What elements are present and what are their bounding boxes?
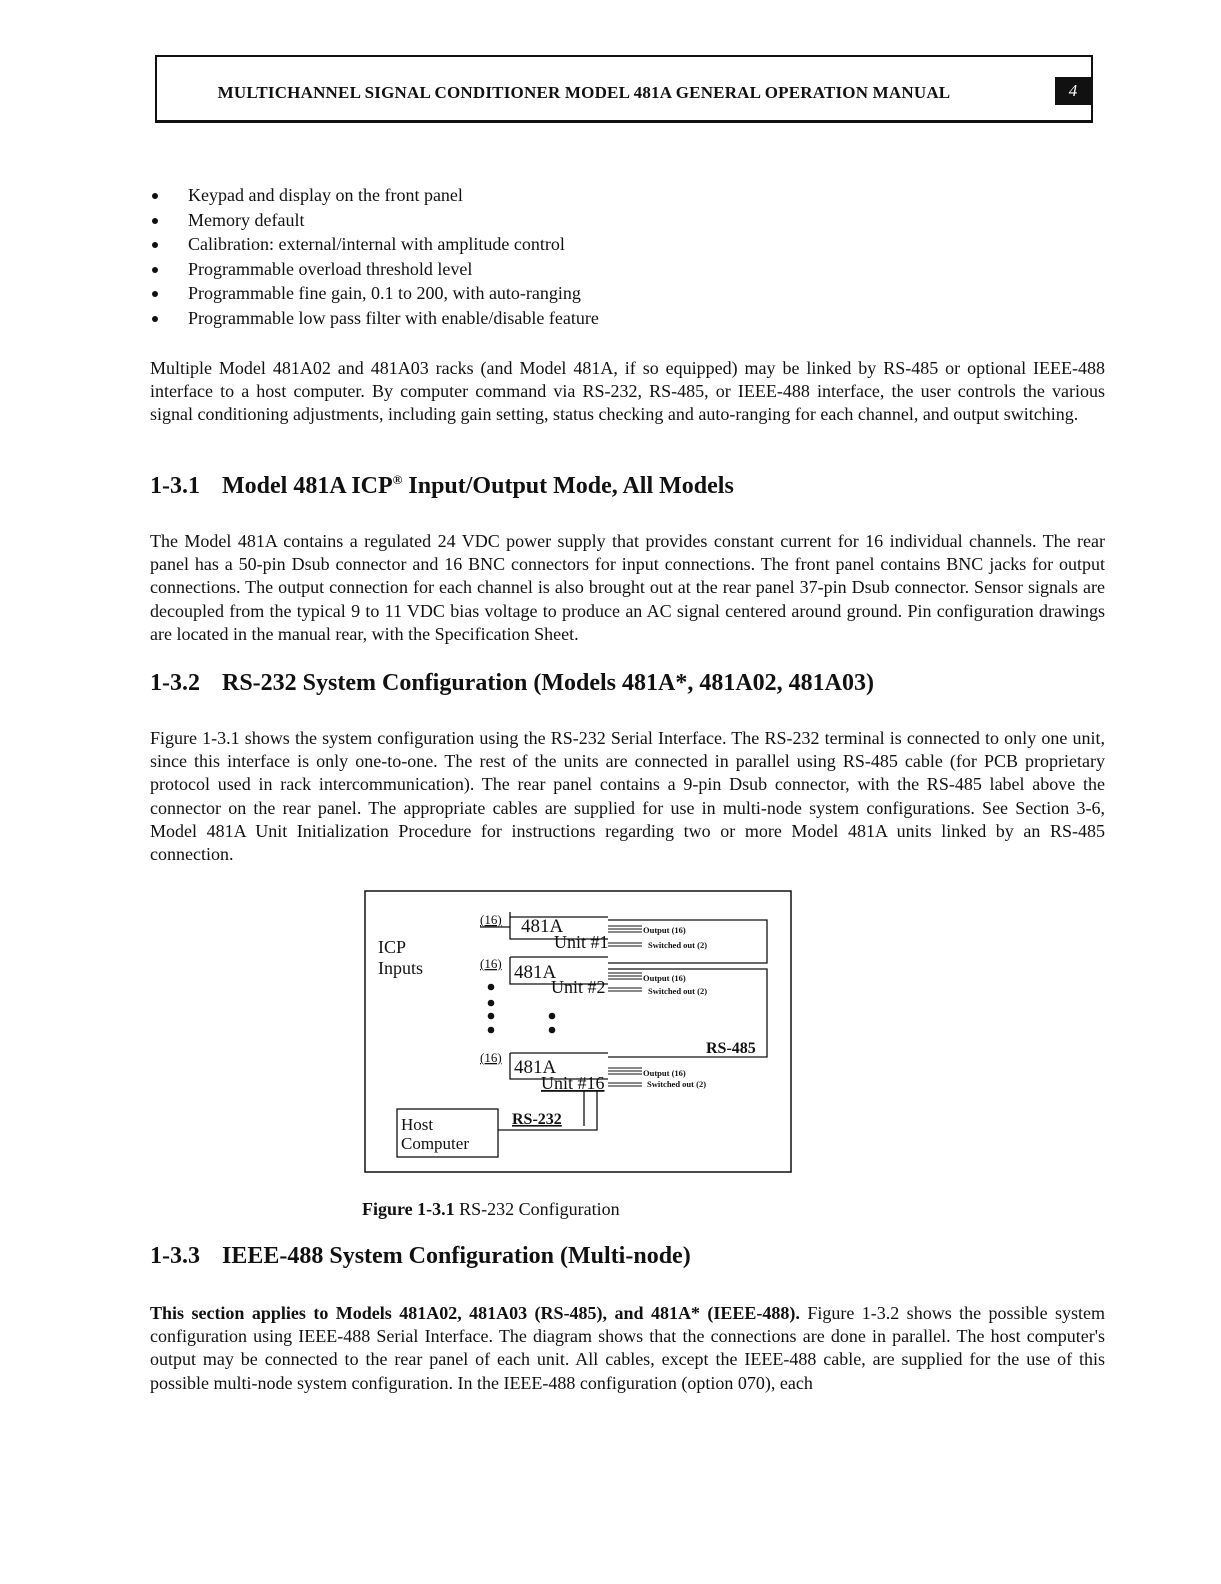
list-item: Programmable overload threshold level: [152, 257, 1052, 282]
unit-2-switched: Switched out (2): [648, 986, 708, 996]
section-heading-1-3-2: 1-3.2 RS-232 System Configuration (Models 481A*, 481A02, 481A03): [150, 670, 874, 696]
host-label: Host: [401, 1115, 434, 1134]
rs485-label: RS-485: [706, 1040, 756, 1057]
list-item: Memory default: [152, 208, 1052, 233]
input-count-label: (16): [480, 956, 502, 971]
manual-title: MULTICHANNEL SIGNAL CONDITIONER MODEL 481A GENERAL OPERATION MANUAL: [217, 83, 951, 102]
figure-caption: Figure 1-3.1 RS-232 Configuration: [362, 1199, 620, 1219]
list-item: Programmable low pass filter with enable/disable feature: [152, 306, 1052, 331]
bullet-icon: [152, 291, 158, 297]
ellipsis-dot: [549, 1027, 556, 1034]
ellipsis-dot: [488, 1000, 495, 1007]
unit-1-name: Unit #1: [554, 932, 609, 952]
computer-label: Computer: [401, 1134, 469, 1153]
section-heading-1-3-1: 1-3.1 Model 481A ICP® Input/Output Mode, All Models: [150, 472, 734, 499]
bullet-icon: [152, 242, 158, 248]
section-body-1-3-3: This section applies to Models 481A02, 481A03 (RS-485), and 481A* (IEEE-488). Figure 1-3.2 shows the possible system configuration using IEEE-488 Serial Interface. The diagram shows that the connections are done in parallel. The host computer's output may be connected to the rear panel of each unit. All cables, except the IEEE-488 cable, are supplied for the use of this possible multi-node system configuration. In the IEEE-488 configuration (option 070), each: [150, 1303, 1105, 1393]
feature-list: [152, 183, 1052, 331]
page-header: [155, 55, 1093, 123]
input-count-label: (16): [480, 912, 502, 927]
unit-2-name: Unit #2: [551, 977, 606, 997]
intro-paragraph: Multiple Model 481A02 and 481A03 racks (and Model 481A, if so equipped) may be linked by RS-485 or optional IEEE-488 interface to a host computer. By computer command via RS-232, RS-485, or IEEE-488 interface, the user controls the various signal conditioning adjustments, including gain setting, status checking and auto-ranging for each channel, and output switching.: [150, 358, 1105, 425]
unit-16-output: Output (16): [643, 1068, 686, 1078]
input-count-label: (16): [480, 1050, 502, 1065]
unit-16-switched: Switched out (2): [647, 1079, 707, 1089]
unit-1-model: 481A: [521, 916, 564, 937]
unit-1-output: Output (16): [643, 925, 686, 935]
list-item: Programmable fine gain, 0.1 to 200, with auto-ranging: [152, 281, 1052, 306]
ellipsis-dot: [488, 984, 495, 991]
bullet-icon: [152, 267, 158, 273]
inputs-label: Inputs: [378, 958, 423, 978]
section-body-1-3-1: The Model 481A contains a regulated 24 VDC power supply that provides constant current for 16 individual channels. The rear panel has a 50-pin Dsub connector and 16 BNC connectors for input connections. The front panel contains BNC jacks for output connections. The output connection for each channel is also brought out at the rear panel 37-pin Dsub connector. Sensor signals are decoupled from the typical 9 to 11 VDC bias voltage to produce an AC signal centered around ground. Pin configuration drawings are located in the manual rear, with the Specification Sheet.: [150, 531, 1105, 644]
unit-2-model: 481A: [514, 962, 557, 983]
bullet-icon: [152, 193, 158, 199]
bullet-icon: [152, 218, 158, 224]
ellipsis-dot: [488, 1013, 495, 1020]
unit-2-output: Output (16): [643, 973, 686, 983]
icp-label: ICP: [378, 937, 407, 957]
list-item: Keypad and display on the front panel: [152, 183, 1052, 208]
ellipsis-dot: [549, 1013, 556, 1020]
section-heading-1-3-3: 1-3.3 IEEE-488 System Configuration (Multi-node): [150, 1243, 691, 1269]
rs232-label: RS-232: [512, 1111, 562, 1128]
rs232-configuration-diagram: [364, 890, 792, 1173]
section-body-1-3-2: Figure 1-3.1 shows the system configuration using the RS-232 Serial Interface. The RS-232 terminal is connected to only one unit, since this interface is only one-to-one. The rest of the units are connected in parallel using RS-485 cable (for PCB proprietary protocol used in rack intercommunication). The rear panel contains a 9-pin Dsub connector, with the RS-485 label above the connector on the rear panel. The appropriate cables are supplied for use in multi-node system configurations. See Section 3-6, Model 481A Unit Initialization Procedure for instructions regarding two or more Model 481A units linked by an RS-485 connection.: [150, 728, 1105, 865]
unit-16-model: 481A: [514, 1057, 557, 1078]
bullet-icon: [152, 316, 158, 322]
unit-1-switched: Switched out (2): [648, 940, 708, 950]
ellipsis-dot: [488, 1027, 495, 1034]
page-number: 4: [1055, 77, 1091, 105]
list-item: Calibration: external/internal with amplitude control: [152, 232, 1052, 257]
unit-16-name: Unit #16: [541, 1073, 605, 1093]
